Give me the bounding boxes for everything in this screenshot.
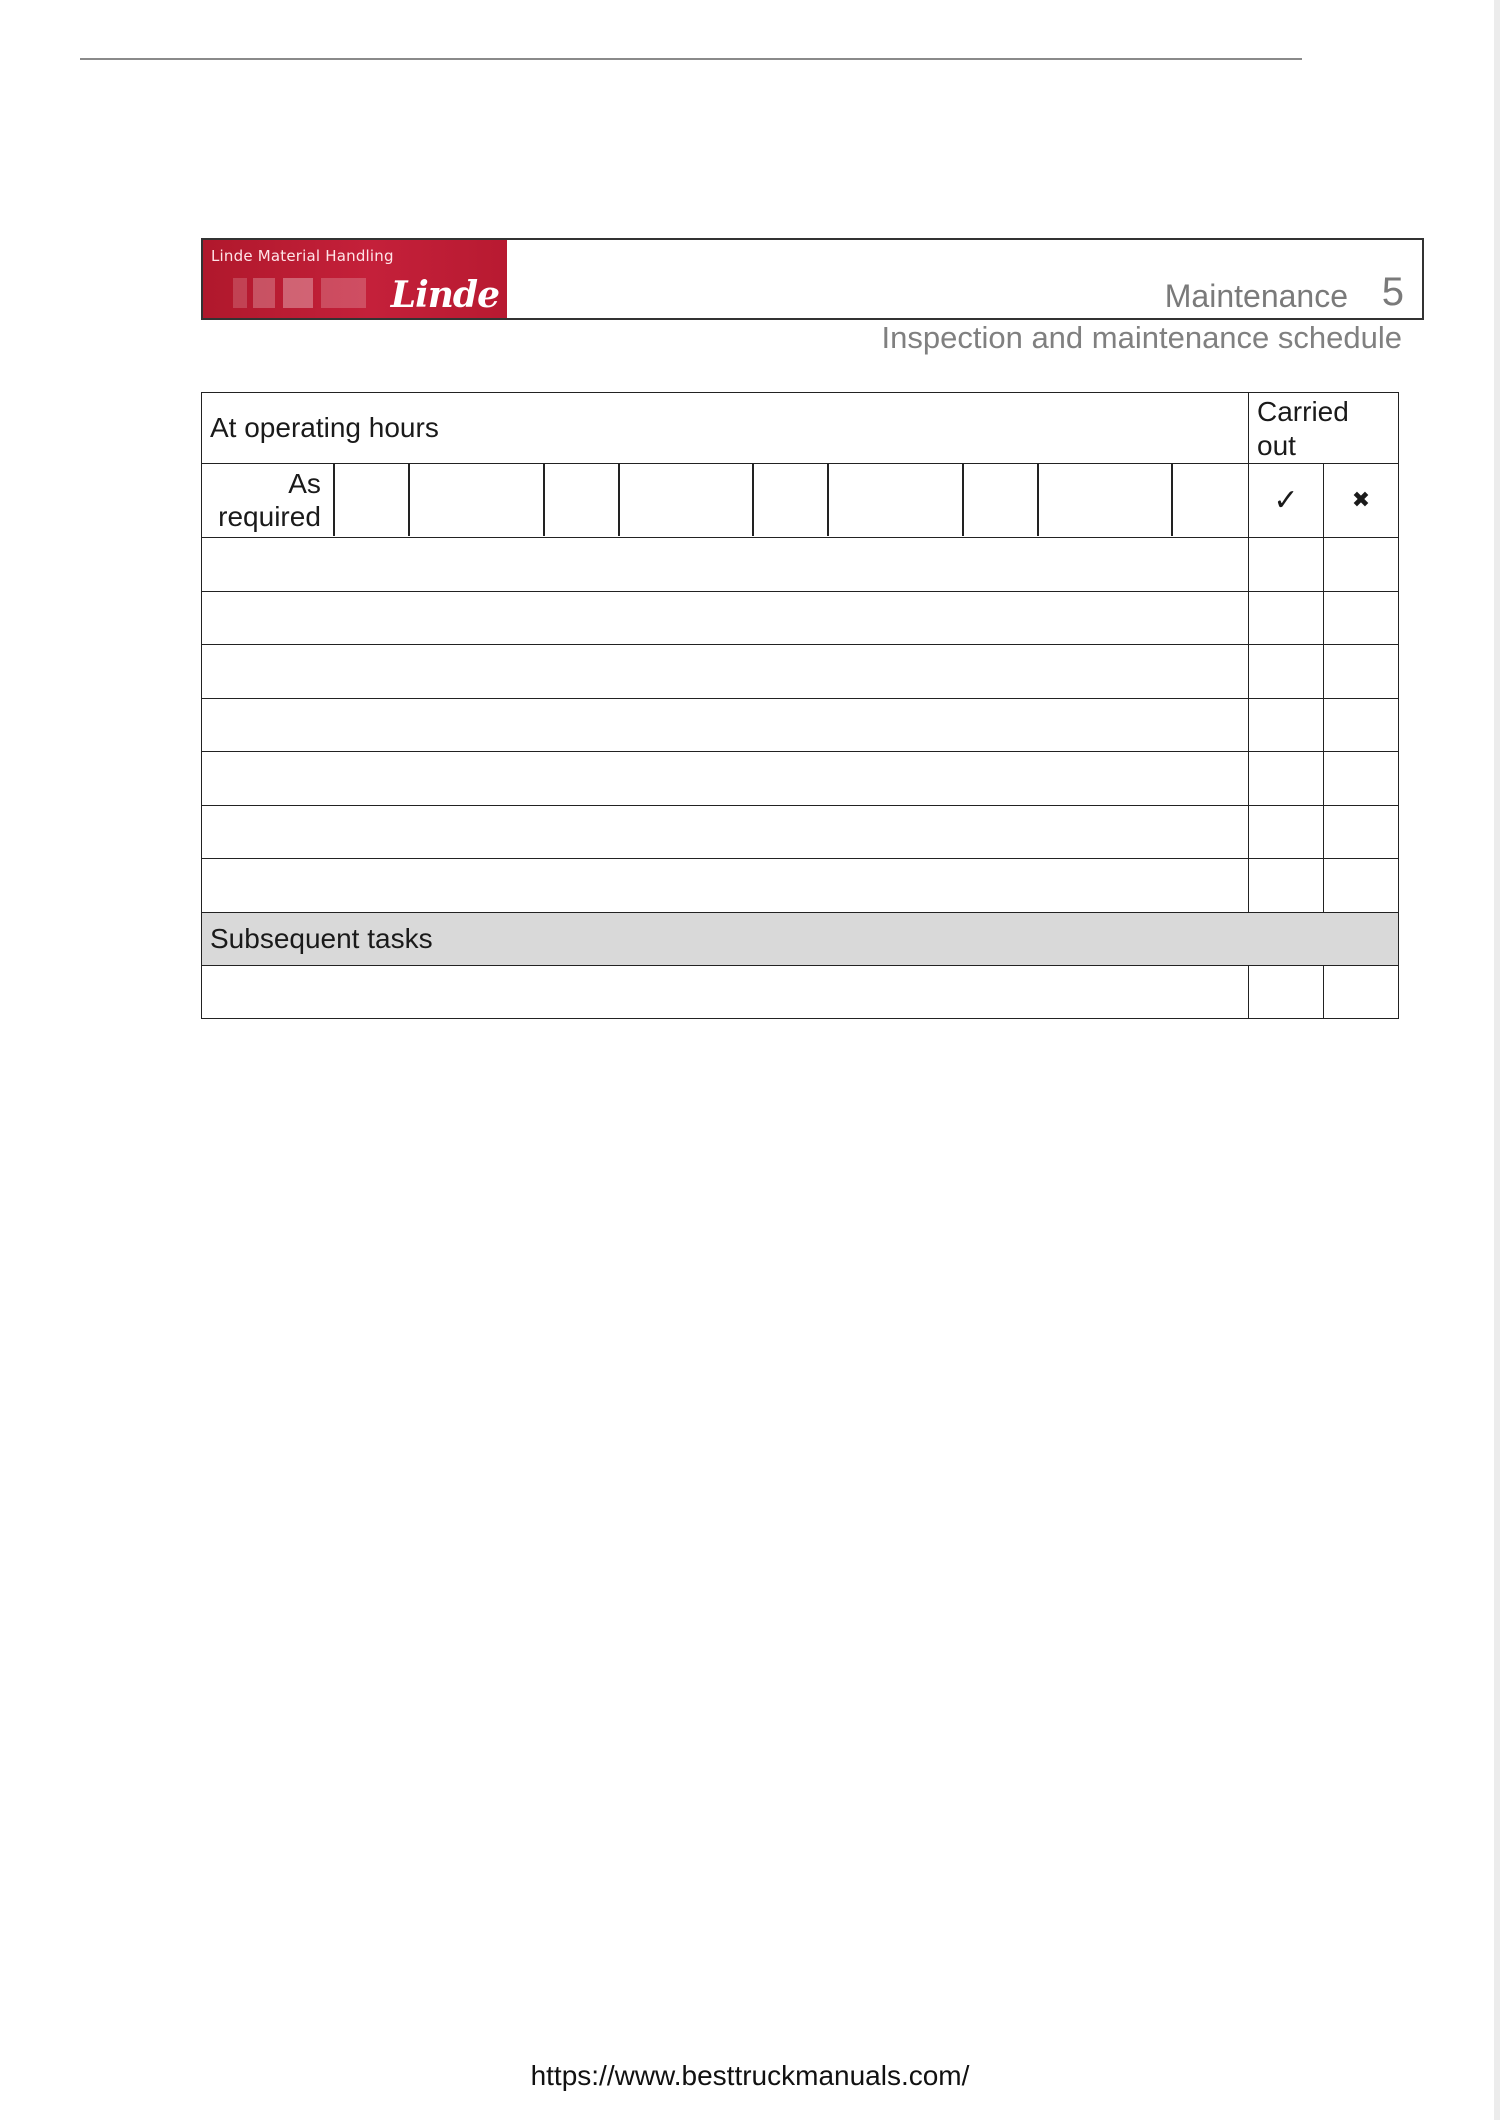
chapter-number: 5 [1381, 270, 1404, 314]
page-edge [1494, 0, 1500, 2120]
done-checkbox-cell[interactable] [1249, 538, 1324, 592]
carried-out-label: Carried out [1249, 393, 1399, 464]
task-description-cell[interactable] [202, 698, 1249, 752]
not-done-checkbox-cell[interactable] [1324, 698, 1399, 752]
not-done-checkbox-cell[interactable] [1324, 645, 1399, 699]
at-operating-hours-label: At operating hours [202, 393, 1249, 464]
hours-row [202, 464, 1399, 538]
task-row [202, 698, 1399, 752]
not-done-checkbox-cell[interactable] [1324, 965, 1399, 1019]
subsequent-tasks-row [202, 912, 1399, 965]
done-checkbox-cell[interactable] [1249, 965, 1324, 1019]
header-box [201, 238, 1424, 320]
hours-grid-cell [202, 464, 1249, 538]
header-row [202, 393, 1399, 464]
task-description-cell[interactable] [202, 805, 1249, 859]
task-row [202, 752, 1399, 806]
brand-logo-text: Linde [390, 274, 499, 316]
task-description-cell[interactable] [202, 591, 1249, 645]
task-row [202, 645, 1399, 699]
task-row [202, 591, 1399, 645]
footer-url[interactable]: https://www.besttruckmanuals.com/ [530, 2060, 970, 2091]
task-row [202, 859, 1399, 913]
not-done-checkbox-cell[interactable] [1324, 805, 1399, 859]
hours-input-cell[interactable] [1039, 464, 1173, 536]
hours-input-cell[interactable] [754, 464, 829, 536]
maintenance-schedule-table [201, 392, 1399, 1019]
done-checkbox-cell[interactable] [1249, 805, 1324, 859]
task-row [202, 805, 1399, 859]
task-description-cell[interactable] [202, 859, 1249, 913]
task-row [202, 965, 1399, 1019]
section-title: Inspection and maintenance schedule [881, 320, 1402, 355]
hours-input-cell[interactable] [1173, 464, 1248, 536]
task-description-cell[interactable] [202, 645, 1249, 699]
not-done-checkbox-cell[interactable] [1324, 752, 1399, 806]
task-description-cell[interactable] [202, 538, 1249, 592]
hours-input-cell[interactable] [410, 464, 545, 536]
hours-input-cell[interactable] [964, 464, 1039, 536]
done-checkbox-cell[interactable] [1249, 859, 1324, 913]
task-description-cell[interactable] [202, 752, 1249, 806]
task-row [202, 538, 1399, 592]
checkmark-icon: ✓ [1249, 464, 1324, 538]
not-done-checkbox-cell[interactable] [1324, 591, 1399, 645]
hours-grid [202, 464, 1248, 537]
hours-input-cell[interactable] [829, 464, 964, 536]
done-checkbox-cell[interactable] [1249, 698, 1324, 752]
hours-input-cell[interactable] [620, 464, 755, 536]
task-description-cell[interactable] [202, 965, 1249, 1019]
linde-logo [203, 240, 507, 318]
top-rule [80, 58, 1302, 60]
hours-input-cell[interactable] [545, 464, 620, 536]
done-checkbox-cell[interactable] [1249, 591, 1324, 645]
brand-small-text: Linde Material Handling [211, 247, 394, 265]
subsequent-tasks-label: Subsequent tasks [202, 912, 1399, 965]
logo-squares-decoration [233, 278, 383, 308]
hours-input-cell[interactable] [335, 464, 410, 536]
not-done-checkbox-cell[interactable] [1324, 859, 1399, 913]
done-checkbox-cell[interactable] [1249, 752, 1324, 806]
as-required-label: As required [202, 464, 335, 536]
done-checkbox-cell[interactable] [1249, 645, 1324, 699]
not-done-checkbox-cell[interactable] [1324, 538, 1399, 592]
chapter-name: Maintenance [1164, 278, 1348, 314]
cross-icon: ✖ [1324, 464, 1399, 538]
